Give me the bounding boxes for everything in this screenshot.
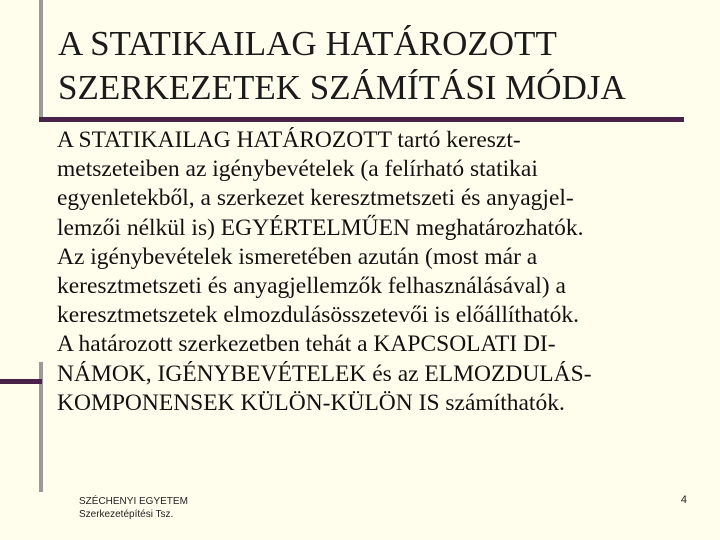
body-line: keresztmetszetek elmozdulásösszetevői is előállíthatók.: [57, 302, 580, 329]
slide-title-line: SZERKEZETEK SZÁMÍTÁSI MÓDJA: [58, 68, 626, 107]
slide-body-text: [57, 126, 707, 418]
body-line: lemzői nélkül is) EGYÉRTELMŰEN meghatározhatók.: [57, 214, 584, 241]
body-line: Az igénybevételek ismeretében azután (most már a: [57, 243, 538, 270]
page-number: 4: [680, 494, 687, 506]
footer-organization: [79, 495, 188, 521]
body-line: keresztmetszeti és anyagjellemzők felhasználásával) a: [57, 273, 566, 300]
slide-title-line: A STATIKAILAG HATÁROZOTT: [58, 24, 557, 63]
left-accent-stripe: [0, 379, 42, 384]
body-line: A STATIKAILAG HATÁROZOTT tartó kereszt-: [57, 127, 521, 153]
body-line: egyenletekből, a szerkezet keresztmetszeti és anyagjel-: [57, 185, 574, 212]
footer-department: Szerkezetépítési Tsz.: [79, 509, 174, 520]
body-line: NÁMOK, IGÉNYBEVÉTELEK és az ELMOZDULÁS-: [57, 360, 592, 387]
vertical-accent-bar-top: [39, 0, 43, 122]
footer-org-name: SZÉCHENYI EGYETEM: [79, 496, 188, 507]
body-line: A határozott szerkezetben tehát a KAPCSOLATI DI-: [57, 331, 556, 358]
slide-title: [58, 22, 708, 110]
body-line: KOMPONENSEK KÜLÖN-KÜLÖN IS számíthatók.: [57, 389, 565, 416]
title-underline: [39, 117, 684, 122]
body-line: metszeteiben az igénybevételek (a felírható statikai: [57, 156, 538, 183]
